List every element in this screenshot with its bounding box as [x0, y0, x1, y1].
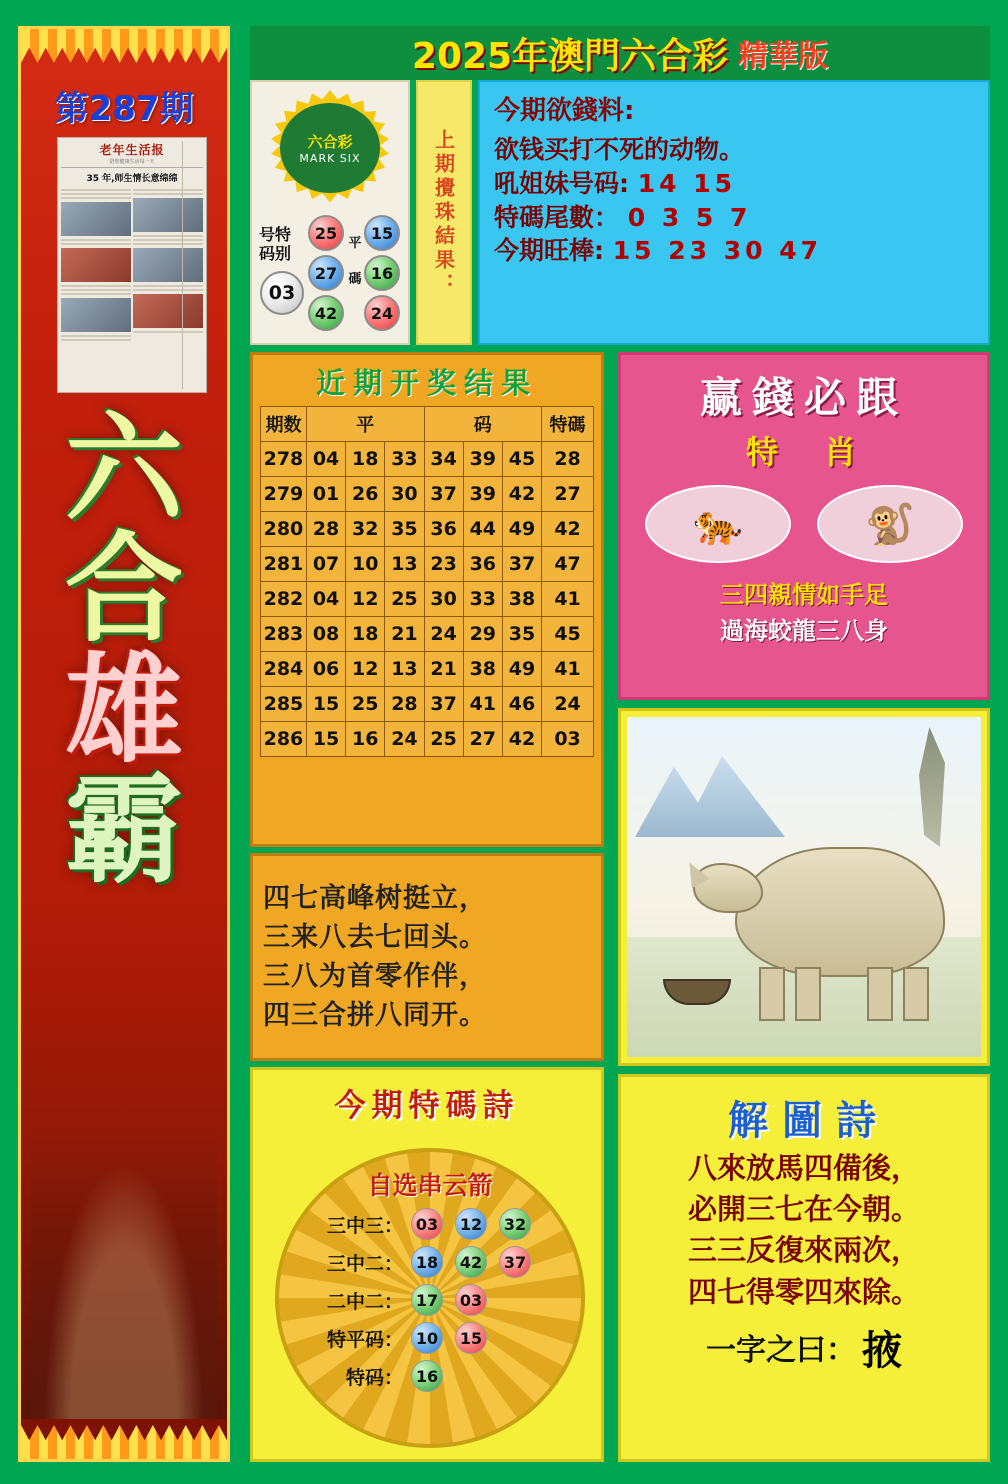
flame-bottom-decoration — [21, 1425, 227, 1459]
newspaper-headline: 35 年,师生情长意绵绵 — [86, 174, 178, 184]
wheel-ball: 15 — [455, 1322, 487, 1354]
newspaper-masthead: 老年生活报 — [99, 143, 165, 157]
badge-cn-label: 六合彩 — [307, 133, 353, 151]
wheel-ball: 12 — [455, 1208, 487, 1240]
tips-line-2 — [494, 167, 974, 201]
wheel-ball: 16 — [411, 1360, 443, 1392]
result-ping-6: 42 — [502, 477, 541, 512]
tips-line-4-label: 今期旺棒: — [494, 236, 604, 266]
poem-line-4: 四三合拼八同开。 — [263, 1000, 487, 1032]
newspaper-subtitle: 陪您健康生活每一天 — [61, 158, 203, 168]
tips-title: 今期欲錢料: — [494, 96, 635, 126]
result-ping-5: 41 — [463, 687, 502, 722]
result-ping-3: 35 — [385, 512, 424, 547]
result-ping-1: 15 — [306, 722, 345, 757]
result-ping-3: 33 — [385, 442, 424, 477]
result-ping-4: 21 — [424, 652, 463, 687]
result-issue: 280 — [260, 512, 306, 547]
tiger-icon: 🐅 — [645, 485, 791, 563]
table-row — [260, 442, 593, 477]
result-ping-2: 12 — [346, 582, 385, 617]
jie-line-2: 必開三七在今朝。 — [687, 1192, 920, 1227]
wheel-ball: 03 — [411, 1208, 443, 1240]
win-panel — [618, 352, 990, 700]
table-row — [260, 617, 593, 652]
result-ping-5: 36 — [463, 547, 502, 582]
result-ping-5: 33 — [463, 582, 502, 617]
result-ping-2: 26 — [346, 477, 385, 512]
wheel-row-label: 二中二： — [326, 1290, 403, 1313]
result-ping-2: 32 — [346, 512, 385, 547]
ping-label-top: 平 — [348, 236, 362, 251]
rock-shape — [919, 727, 945, 847]
win-title: 赢錢必跟 — [699, 373, 908, 422]
result-issue: 284 — [260, 652, 306, 687]
tema-title: 今期特碼詩 — [334, 1088, 520, 1124]
result-ping-6: 45 — [502, 442, 541, 477]
result-issue: 279 — [260, 477, 306, 512]
wheel-row-label: 特平码： — [326, 1328, 403, 1351]
result-issue: 286 — [260, 722, 306, 757]
results-header-special: 特碼 — [542, 407, 594, 442]
wheel-row — [279, 1208, 581, 1240]
wheel-ball: 10 — [411, 1322, 443, 1354]
wheel-row-label: 三中二： — [326, 1252, 403, 1275]
jie-last-label: 一字之曰： — [706, 1333, 856, 1369]
last-draw-ball-5: 42 — [308, 295, 344, 331]
result-ping-2: 18 — [346, 442, 385, 477]
header-row — [250, 80, 990, 345]
result-ping-1: 08 — [306, 617, 345, 652]
table-row — [260, 582, 593, 617]
result-ping-3: 13 — [385, 652, 424, 687]
jie-line-3: 三三反復來兩次， — [687, 1233, 920, 1268]
result-ping-4: 25 — [424, 722, 463, 757]
zodiac-row — [621, 485, 987, 563]
result-special: 47 — [542, 547, 594, 582]
result-ping-6: 35 — [502, 617, 541, 652]
wheel-ball: 03 — [455, 1284, 487, 1316]
result-issue: 285 — [260, 687, 306, 722]
result-issue: 278 — [260, 442, 306, 477]
tips-line-4 — [494, 234, 974, 268]
result-ping-4: 37 — [424, 687, 463, 722]
result-special: 41 — [542, 652, 594, 687]
last-draw-ball-2: 15 — [364, 215, 400, 251]
result-ping-2: 25 — [346, 687, 385, 722]
banner-char-1: 六 — [64, 400, 183, 538]
result-ping-5: 38 — [463, 652, 502, 687]
result-ping-1: 07 — [306, 547, 345, 582]
issue-number: 第287期 — [54, 89, 194, 129]
ping-label-bottom: 碼 — [348, 272, 362, 287]
win-sub-1: 特 — [745, 433, 824, 471]
tips-line-3 — [494, 201, 974, 235]
result-issue: 282 — [260, 582, 306, 617]
page-title-tag: 精華版 — [738, 39, 829, 74]
result-ping-5: 29 — [463, 617, 502, 652]
tips-line-2-label: 吼姐妹号码: — [494, 168, 629, 198]
result-ping-4: 30 — [424, 582, 463, 617]
result-ping-3: 21 — [385, 617, 424, 652]
banner-big-characters — [21, 400, 227, 900]
wheel-ball: 32 — [499, 1208, 531, 1240]
wheel-row-label: 三中三： — [326, 1214, 403, 1237]
result-ping-6: 49 — [502, 652, 541, 687]
last-draw-ball-1: 25 — [308, 215, 344, 251]
result-ping-6: 49 — [502, 512, 541, 547]
tips-line-3-nums: 0 3 5 7 — [627, 202, 752, 232]
table-row — [260, 722, 593, 757]
tips-line-1: 欲钱买打不死的动物。 — [494, 135, 745, 164]
results-title: 近期开奖结果 — [315, 366, 538, 400]
castle-photo — [21, 989, 227, 1419]
results-header-ping-b: 码 — [424, 407, 542, 442]
result-ping-3: 13 — [385, 547, 424, 582]
result-issue: 281 — [260, 547, 306, 582]
rhino-illustration — [627, 717, 981, 1057]
wheel-title: 自选串云箭 — [367, 1171, 493, 1200]
result-ping-2: 16 — [346, 722, 385, 757]
result-ping-1: 28 — [306, 512, 345, 547]
flame-top-decoration — [21, 29, 227, 63]
jie-panel — [618, 1074, 990, 1462]
wheel-row — [279, 1360, 581, 1392]
table-row — [260, 687, 593, 722]
result-ping-6: 37 — [502, 547, 541, 582]
illustration-panel — [618, 708, 990, 1066]
win-poem-line-1: 三四親情如手足 — [720, 581, 888, 609]
table-row — [260, 512, 593, 547]
result-ping-5: 27 — [463, 722, 502, 757]
jie-line-1: 八來放馬四備後， — [687, 1151, 920, 1185]
result-ping-6: 46 — [502, 687, 541, 722]
results-table — [260, 406, 594, 757]
result-ping-1: 15 — [306, 687, 345, 722]
poem-line-2: 三来八去七回头。 — [263, 921, 487, 953]
result-ping-3: 25 — [385, 582, 424, 617]
jie-title: 解圖詩 — [728, 1098, 890, 1144]
poem-line-3: 三八为首零作伴， — [263, 961, 487, 992]
banner-char-2: 合 — [64, 520, 183, 659]
newspaper-clipping — [57, 137, 207, 393]
result-issue: 283 — [260, 617, 306, 652]
table-row — [260, 477, 593, 512]
result-special: 03 — [542, 722, 594, 757]
wheel-row — [279, 1284, 581, 1316]
wheel-row-label: 特码： — [345, 1366, 403, 1389]
last-draw-ball-4: 16 — [364, 255, 400, 291]
page-title — [250, 26, 990, 80]
wheel-row — [279, 1246, 581, 1278]
result-ping-1: 04 — [306, 442, 345, 477]
table-row — [260, 547, 593, 582]
wheel-ball: 42 — [455, 1246, 487, 1278]
result-ping-4: 37 — [424, 477, 463, 512]
result-ping-2: 12 — [346, 652, 385, 687]
tips-line-4-nums: 15 23 30 47 — [612, 236, 822, 266]
jie-last-word: 掖 — [862, 1327, 902, 1374]
last-draw-ball-6: 24 — [364, 295, 400, 331]
jie-last-row — [633, 1319, 975, 1376]
win-subtitle — [621, 425, 987, 479]
mark-six-badge-icon — [266, 90, 394, 206]
result-ping-5: 39 — [463, 442, 502, 477]
result-ping-4: 36 — [424, 512, 463, 547]
tips-box — [478, 80, 990, 345]
last-draw-special-ball: 03 — [260, 271, 304, 315]
win-sub-2: 肖 — [824, 433, 903, 471]
jie-line-4: 四七得零四來除。 — [687, 1274, 920, 1309]
logo-box — [250, 80, 410, 345]
result-ping-1: 06 — [306, 652, 345, 687]
wheel-row — [279, 1322, 581, 1354]
result-ping-5: 44 — [463, 512, 502, 547]
result-ping-3: 24 — [385, 722, 424, 757]
table-row — [260, 652, 593, 687]
poem-panel — [250, 853, 604, 1061]
result-ping-5: 39 — [463, 477, 502, 512]
result-special: 27 — [542, 477, 594, 512]
wheel-ball: 18 — [411, 1246, 443, 1278]
banner-char-3: 雄 — [64, 640, 183, 779]
result-special: 42 — [542, 512, 594, 547]
tips-line-2-nums: 14 15 — [637, 168, 737, 198]
badge-en-label: MARK SIX — [299, 152, 361, 165]
result-ping-3: 30 — [385, 477, 424, 512]
result-ping-4: 23 — [424, 547, 463, 582]
last-draw-row-labels — [258, 225, 292, 263]
result-ping-2: 10 — [346, 547, 385, 582]
results-header-row — [260, 407, 593, 442]
tema-panel — [250, 1067, 604, 1462]
result-ping-6: 38 — [502, 582, 541, 617]
wheel-ball: 17 — [411, 1284, 443, 1316]
rhino-shape — [735, 847, 945, 977]
results-header-ping-a: 平 — [306, 407, 424, 442]
last-draw-strip-text: 上期攪珠結果： — [431, 128, 456, 297]
poem-line-1: 四七高峰树挺立， — [263, 882, 487, 914]
result-special: 45 — [542, 617, 594, 652]
last-draw-label-2: 码别 — [258, 244, 291, 264]
tema-wheel — [275, 1148, 585, 1448]
newspaper-side-column — [182, 141, 204, 389]
mountain-shape — [635, 747, 785, 837]
monkey-icon: 🐒 — [817, 485, 963, 563]
results-header-issue: 期数 — [260, 407, 306, 442]
result-special: 24 — [542, 687, 594, 722]
result-ping-4: 34 — [424, 442, 463, 477]
tips-line-3-label: 特碼尾數： — [494, 202, 620, 232]
wheel-ball: 37 — [499, 1246, 531, 1278]
result-ping-1: 01 — [306, 477, 345, 512]
result-ping-6: 42 — [502, 722, 541, 757]
page-title-main: 2025年澳門六合彩 — [411, 35, 729, 77]
last-draw-codes — [256, 209, 404, 337]
result-ping-2: 18 — [346, 617, 385, 652]
last-draw-label-1: 号特 — [258, 225, 291, 244]
last-draw-strip-label — [416, 80, 472, 345]
result-special: 41 — [542, 582, 594, 617]
result-ping-4: 24 — [424, 617, 463, 652]
banner-char-4: 霸 — [64, 761, 183, 900]
win-poem — [621, 577, 987, 649]
last-draw-ball-3: 27 — [308, 255, 344, 291]
result-special: 28 — [542, 442, 594, 477]
result-ping-1: 04 — [306, 582, 345, 617]
result-ping-3: 28 — [385, 687, 424, 722]
left-banner — [18, 26, 230, 1462]
results-panel — [250, 352, 604, 847]
win-poem-line-2: 過海蛟龍三八身 — [720, 617, 888, 645]
